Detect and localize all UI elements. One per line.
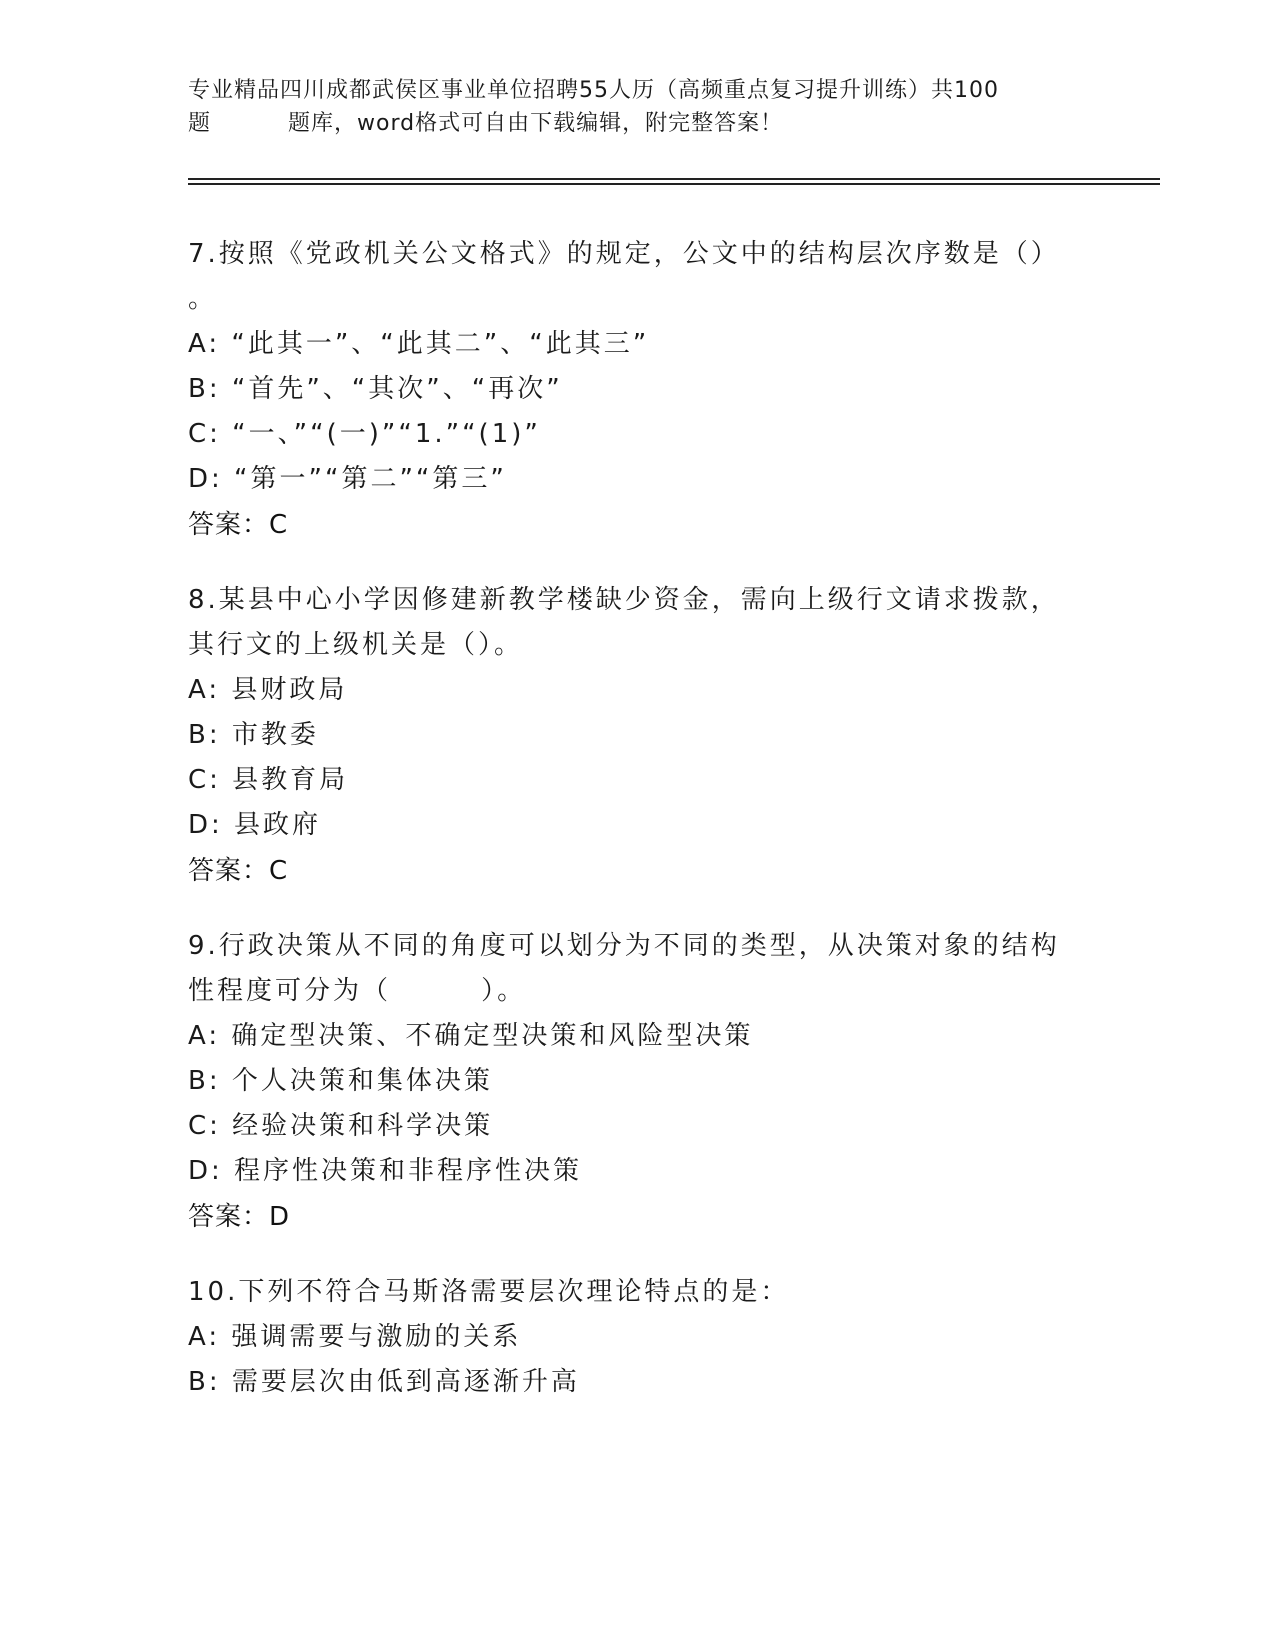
option-a: A: 确定型决策、不确定型决策和风险型决策	[188, 1021, 754, 1051]
option-c: C: “一、”“(一)”“1.”“(1)”	[188, 419, 541, 449]
header-title-line: 专业精品四川成都武侯区事业单位招聘55人历（高频重点复习提升训练）共100	[188, 78, 999, 103]
question-item	[188, 924, 1088, 1240]
question-list	[188, 232, 1088, 1435]
answer-line: 答案：D	[188, 1202, 291, 1232]
option-d: D: 县政府	[188, 810, 322, 840]
question-item	[188, 578, 1088, 894]
option-a: A: “此其一”、“此其二”、“此其三”	[188, 329, 650, 359]
question-stem: 8.某县中心小学因修建新教学楼缺少资金，需向上级行文请求拨款， 其行文的上级机关是（）。	[188, 585, 1060, 660]
option-b: B: 需要层次由低到高逐渐升高	[188, 1367, 580, 1397]
question-item	[188, 1270, 1088, 1405]
question-item	[188, 232, 1088, 548]
option-d: D: 程序性决策和非程序性决策	[188, 1156, 583, 1186]
option-a: A: 县财政局	[188, 675, 348, 705]
option-a: A: 强调需要与激励的关系	[188, 1322, 522, 1352]
header-divider-bottom	[188, 183, 1160, 185]
option-b: B: 个人决策和集体决策	[188, 1066, 493, 1096]
option-b: B: “首先”、“其次”、“再次”	[188, 374, 563, 404]
option-d: D: “第一”“第二”“第三”	[188, 464, 507, 494]
question-stem: 10.下列不符合马斯洛需要层次理论特点的是：	[188, 1277, 790, 1307]
option-c: C: 县教育局	[188, 765, 349, 795]
option-c: C: 经验决策和科学决策	[188, 1111, 494, 1141]
header-subtitle-line	[188, 107, 1088, 140]
header-divider-top	[188, 178, 1160, 180]
document-header	[188, 74, 1088, 140]
header-subtitle-label: 题	[188, 111, 212, 136]
question-stem: 9.行政决策从不同的角度可以划分为不同的类型，从决策对象的结构 性程度可分为（ ）。	[188, 931, 1060, 1006]
header-subtitle-text: 题库，word格式可自由下载编辑，附完整答案！	[288, 111, 784, 136]
option-b: B: 市教委	[188, 720, 319, 750]
question-stem: 7.按照《党政机关公文格式》的规定，公文中的结构层次序数是（） 。	[188, 239, 1060, 314]
answer-line: 答案：C	[188, 510, 289, 540]
answer-line: 答案：C	[188, 856, 289, 886]
